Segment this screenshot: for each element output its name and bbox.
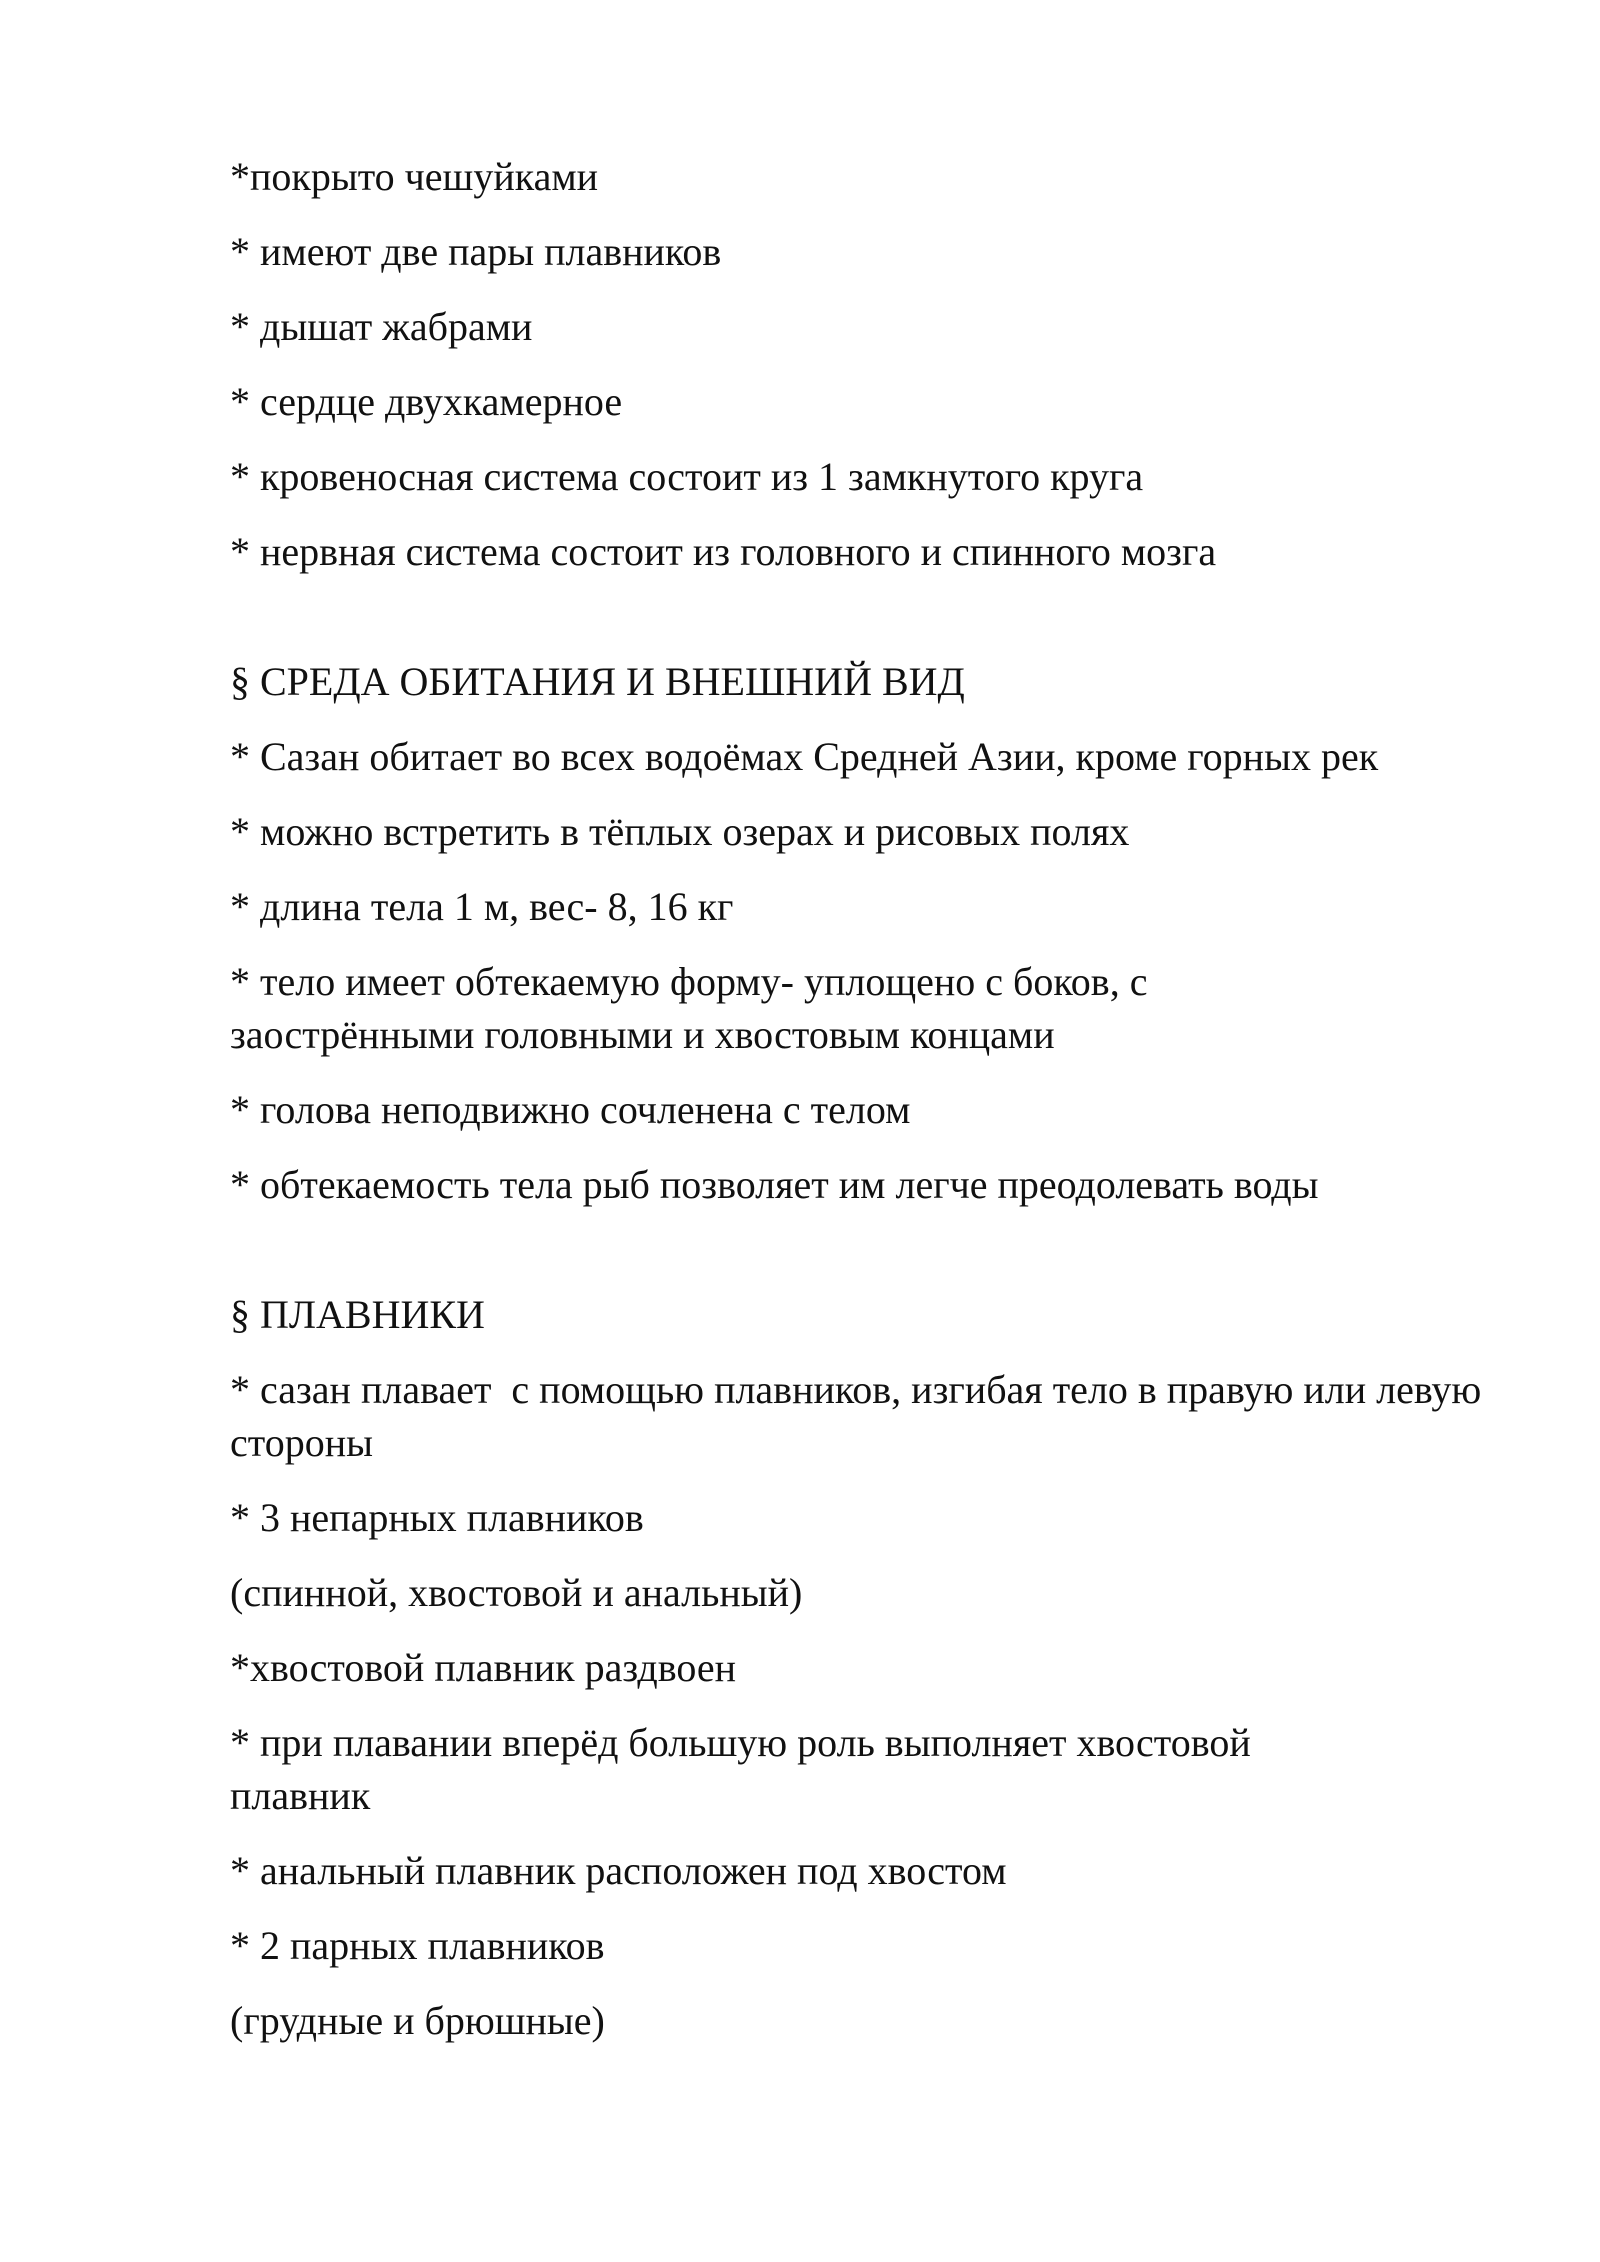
list-item: (грудные и брюшные) (230, 1998, 605, 2043)
list-item: * обтекаемость тела рыб позволяет им легче преодолевать воды (230, 1162, 1319, 1207)
list-item: * голова неподвижно сочленена с телом (230, 1087, 911, 1132)
list-item: * нервная система состоит из головного и спинного мозга (230, 529, 1217, 574)
list-item: * дышат жабрами (230, 304, 533, 349)
list-item: * Сазан обитает во всех водоёмах Средней Азии, кроме горных рек (230, 734, 1379, 779)
document-body (230, 150, 1510, 2069)
list-item: * имеют две пары плавников (230, 229, 722, 274)
habitat-section (230, 655, 1510, 1211)
list-item: * 2 парных плавников (230, 1923, 605, 1968)
section-heading: § ПЛАВНИКИ (230, 1292, 485, 1337)
intro-list (230, 150, 1510, 578)
list-item: * можно встретить в тёплых озерах и рисовых полях (230, 809, 1130, 854)
list-item: * анальный плавник расположен под хвостом (230, 1848, 1007, 1893)
list-item: (спинной, хвостовой и анальный) (230, 1570, 803, 1615)
list-item: * сазан плавает с помощью плавников, изгибая тело в правую или левую стороны (230, 1367, 1492, 1465)
list-item: * 3 непарных плавников (230, 1495, 644, 1540)
list-item: * длина тела 1 м, вес- 8, 16 кг (230, 884, 734, 929)
list-item: * тело имеет обтекаемую форму- уплощено с боков, с заострёнными головными и хвостовым концами (230, 959, 1158, 1057)
fins-section (230, 1288, 1510, 2047)
list-item: * кровеносная система состоит из 1 замкнутого круга (230, 454, 1144, 499)
section-heading: § СРЕДА ОБИТАНИЯ И ВНЕШНИЙ ВИД (230, 659, 965, 704)
list-item: * сердце двухкамерное (230, 379, 623, 424)
list-item: *покрыто чешуйками (230, 154, 599, 199)
list-item: *хвостовой плавник раздвоен (230, 1645, 737, 1690)
list-item: * при плавании вперёд большую роль выполняет хвостовой плавник (230, 1720, 1261, 1818)
